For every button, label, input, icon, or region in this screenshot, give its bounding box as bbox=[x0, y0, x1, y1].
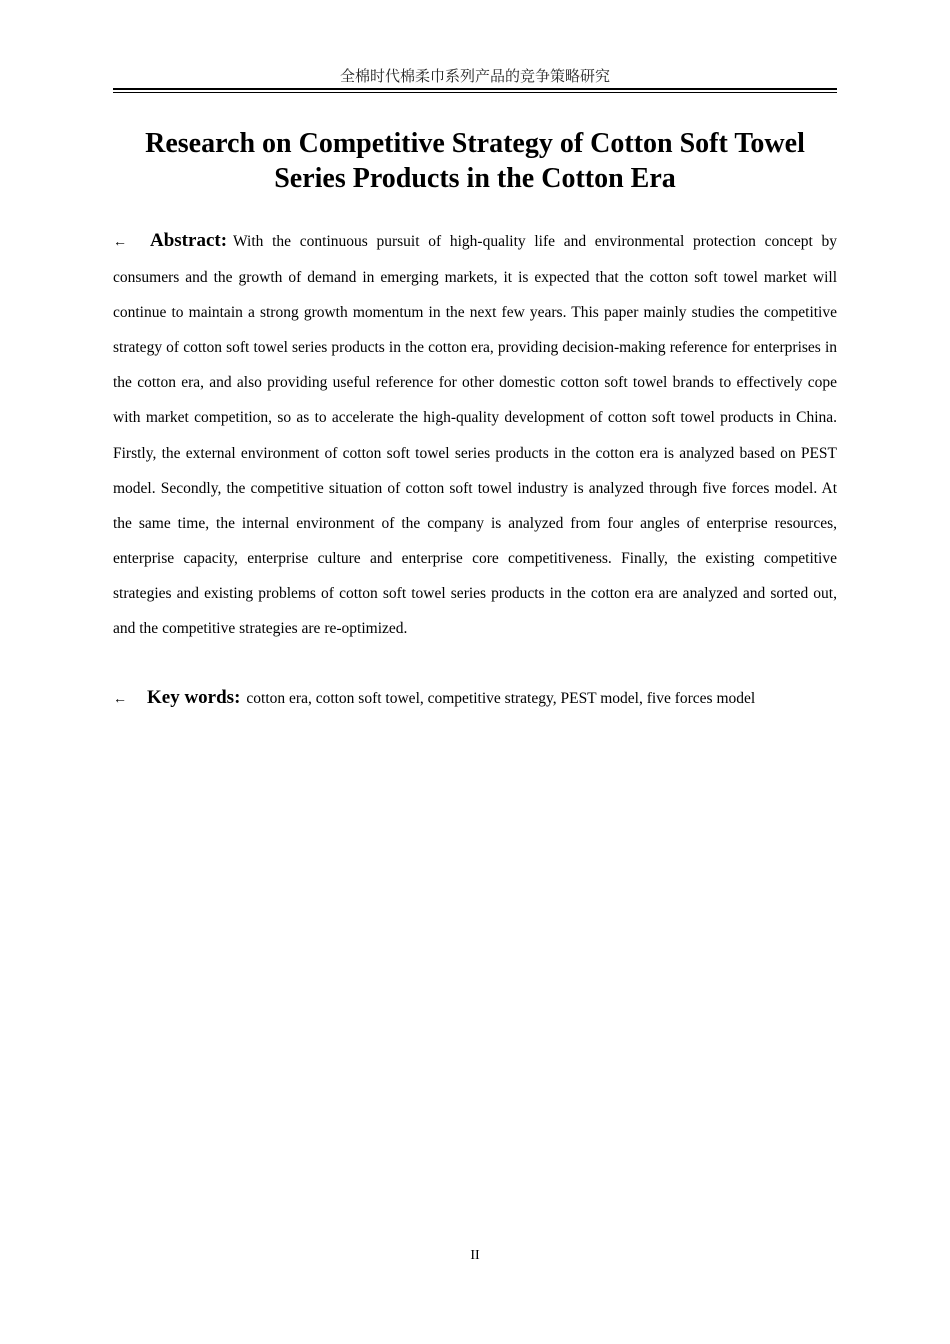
keywords-paragraph bbox=[113, 680, 837, 717]
header-rule-thin bbox=[113, 92, 837, 93]
abstract-label: Abstract: bbox=[150, 230, 228, 251]
abstract-paragraph bbox=[113, 223, 837, 646]
keywords-text: cotton era, cotton soft towel, competitive strategy, PEST model, five forces model bbox=[246, 690, 756, 707]
running-header: 全棉时代棉柔巾系列产品的竞争策略研究 bbox=[339, 67, 610, 85]
page-number: II bbox=[470, 1248, 480, 1263]
paragraph-return-arrow-icon: ← bbox=[113, 692, 127, 707]
keywords-label: Key words: bbox=[147, 687, 241, 708]
paper-title-line-1: Research on Competitive Strategy of Cotton Soft Towel bbox=[145, 128, 805, 159]
paper-title-line-2: Series Products in the Cotton Era bbox=[274, 163, 676, 194]
header-rule-thick bbox=[113, 88, 837, 90]
paragraph-return-arrow-icon: ← bbox=[113, 235, 127, 250]
abstract-text: With the continuous pursuit of high-quality life and environmental protection concept by consumers and the growth of demand in emerging markets, it is expected that the cotton soft towel market will continue to maintain a strong growth momentum in the next few years. This paper mainly studies the competitive strategy of cotton soft towel series products in the cotton era, providing decision-making reference for enterprises in the cotton era, and also providing useful reference for other domestic cotton soft towel brands to effectively cope with market competition, so as to accelerate the high-quality development of cotton soft towel products in China. Firstly, the external environment of cotton soft towel series products in the cotton era is analyzed based on PEST model. Secondly, the competitive situation of cotton soft towel industry is analyzed through five forces model. At the same time, the internal environment of the company is analyzed from four angles of enterprise resources, enterprise capacity, enterprise culture and enterprise core competitiveness. Finally, the existing competitive strategies and existing problems of cotton soft towel series products in the cotton era are analyzed and sorted out, and the competitive strategies are re-optimized. bbox=[113, 233, 837, 638]
paper-title bbox=[113, 126, 837, 196]
